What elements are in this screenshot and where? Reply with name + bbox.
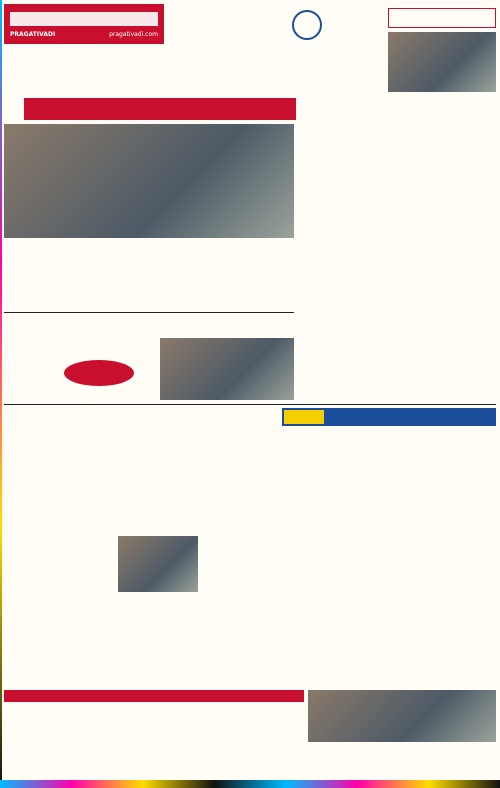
mid-b-title	[118, 408, 278, 422]
rain-photo	[160, 338, 294, 400]
lower-left-title	[4, 520, 114, 546]
color-strip-bottom	[0, 780, 500, 788]
rain-rule	[4, 312, 294, 313]
masthead-logo-box	[4, 4, 164, 44]
culture-photo	[308, 690, 496, 742]
bottom-sub-strip	[4, 690, 304, 702]
culture-title	[308, 664, 496, 686]
lower-left-body	[4, 548, 114, 658]
bottom-body	[4, 706, 304, 766]
mid-banner-tag	[284, 410, 324, 424]
masthead-logo-latin: PRAGATIVADI	[10, 31, 56, 38]
section-title	[200, 8, 280, 38]
masthead-site: pragativadi.com	[109, 31, 158, 38]
side1-title	[300, 60, 384, 86]
lower-center-photo	[118, 536, 198, 592]
lead-photo	[4, 124, 294, 238]
mid-a-body	[4, 424, 114, 514]
side1-body	[300, 90, 384, 236]
bottom-sub-strip-text	[4, 690, 304, 694]
bottom-banner	[4, 664, 304, 686]
lower-center-title	[118, 520, 278, 534]
lower-right-body	[282, 536, 496, 596]
rain-title	[4, 316, 294, 336]
lower-right-title	[282, 520, 496, 534]
lower-right2-title	[282, 600, 496, 614]
lead-banner-2-text	[24, 98, 296, 106]
lead-banner-1	[24, 64, 296, 92]
top-right-photo	[388, 32, 496, 92]
lead-body	[4, 242, 294, 312]
mid-a-title	[4, 408, 114, 422]
masthead-logo	[10, 12, 158, 26]
lead-banner-2	[24, 98, 296, 120]
mid-rule	[4, 404, 496, 405]
top-right-title	[388, 8, 496, 28]
side2-body	[300, 268, 384, 376]
mid-b-body	[118, 424, 278, 514]
color-strip-left	[0, 0, 2, 788]
top-right-body	[388, 96, 496, 256]
side2-title	[300, 240, 384, 264]
rain-body	[4, 338, 156, 402]
anniversary-logo	[292, 10, 322, 40]
lower-center-body	[118, 594, 278, 658]
mid-banner	[282, 408, 496, 426]
